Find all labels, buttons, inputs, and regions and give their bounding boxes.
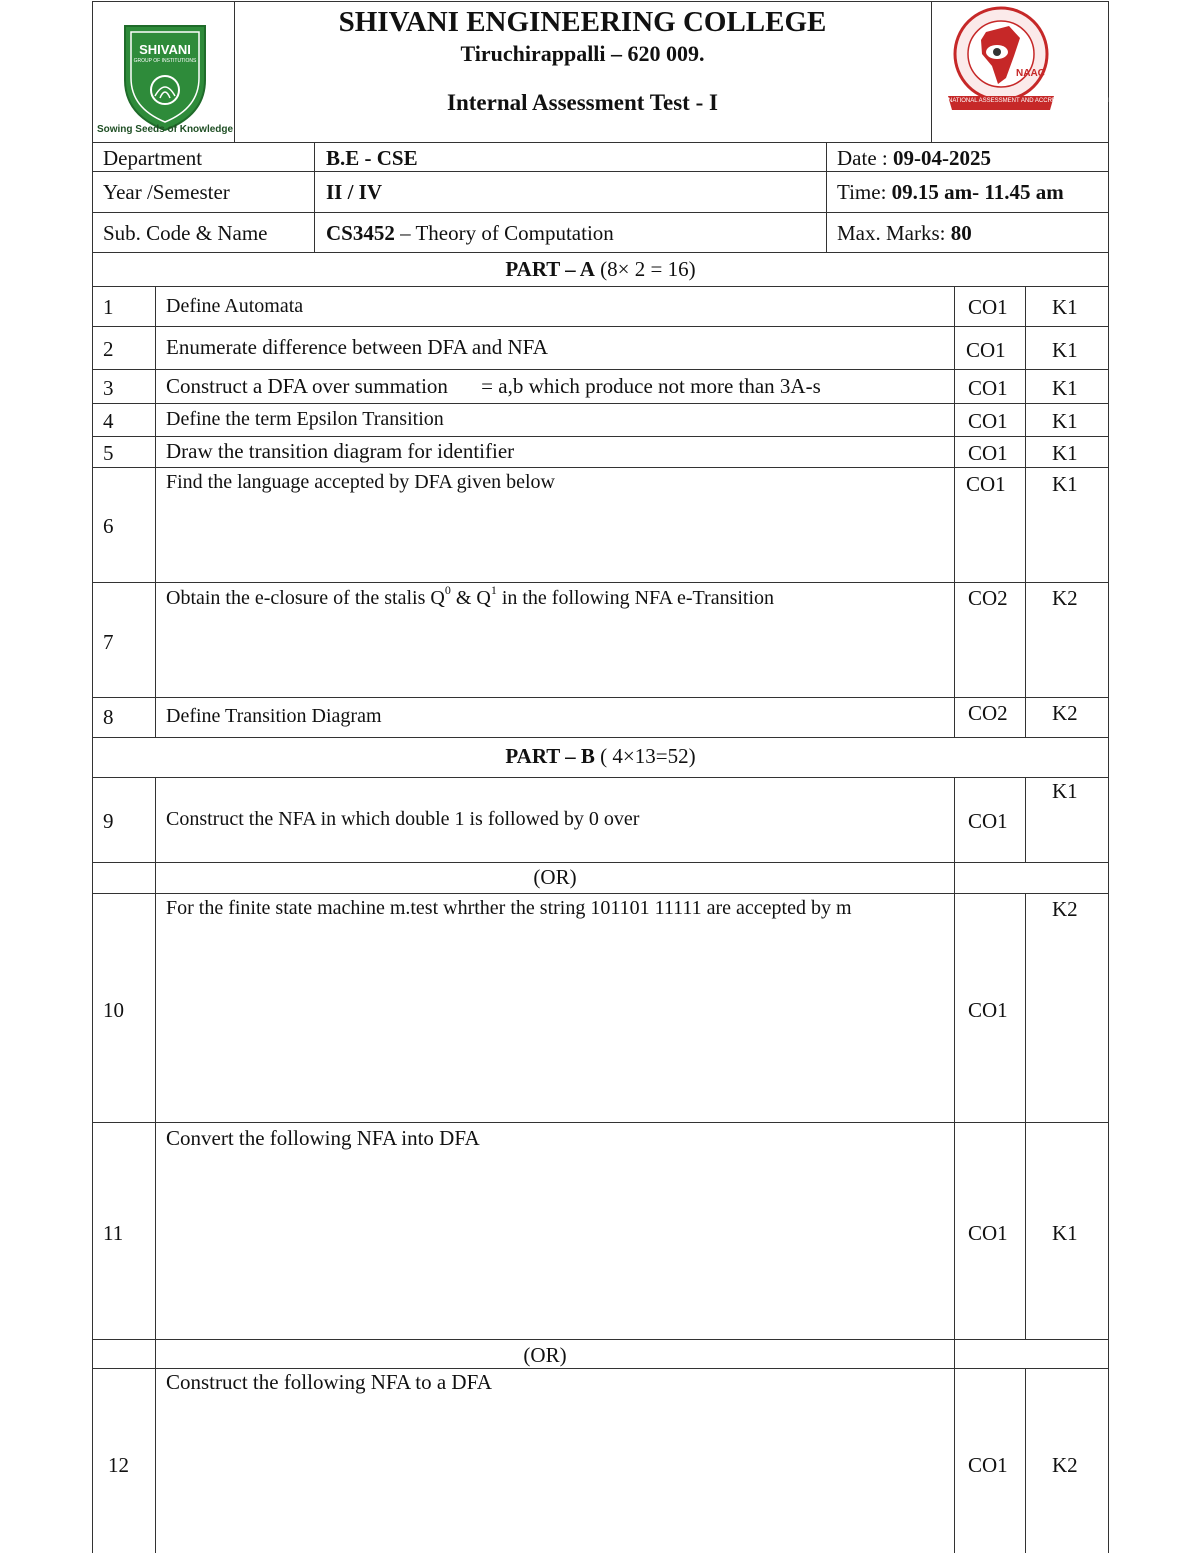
question-k: K2 [1052,897,1078,921]
question-text: Find the language accepted by DFA given below [166,471,555,493]
department-label: Department [103,146,203,170]
question-text-part-b: = a,b which produce not more than 3A-s [481,374,821,398]
part-a-heading [92,259,1109,280]
question-k: K1 [1052,779,1078,803]
question-number: 2 [103,337,114,361]
question-co: CO1 [968,809,1008,833]
question-number: 3 [103,376,114,400]
time-field [837,182,1064,203]
question-co: CO1 [968,376,1008,400]
question-k: K2 [1052,586,1078,610]
question-co: CO2 [968,586,1008,610]
question-k: K1 [1052,441,1078,465]
question-co: CO1 [966,472,1006,496]
question-k: K1 [1052,295,1078,319]
college-logo [96,20,234,140]
subject-name: – Theory of Computation [400,221,614,245]
part-a-title: PART – A [505,257,595,281]
question-text: Convert the following NFA into DFA [166,1126,480,1150]
subject-field [326,223,614,244]
marks-field [837,223,972,244]
question-k: K1 [1052,338,1078,362]
time-label: Time: [837,180,887,204]
superscript: 1 [490,583,497,597]
question-k: K1 [1052,1221,1078,1245]
question-k: K2 [1052,1453,1078,1477]
question-number: 4 [103,409,114,433]
question-k: K2 [1052,701,1078,725]
marks-label: Max. Marks: [837,221,946,245]
question-text: Draw the transition diagram for identifier [166,439,515,463]
part-b-marks: ( 4×13=52) [600,744,696,768]
question-k: K1 [1052,409,1078,433]
superscript: 0 [444,583,451,597]
question-text: Define Automata [166,295,304,317]
college-name: SHIVANI ENGINEERING COLLEGE [338,6,827,38]
question-text-part-b: & Q [455,587,491,609]
question-k: K1 [1052,376,1078,400]
question-text: Construct the NFA in which double 1 is followed by 0 over [166,808,640,830]
question-text: For the finite state machine m.test whrther the string 101101 11111 are accepted by m [166,897,852,919]
logo-subtitle: GROUP OF INSTITUTIONS [133,58,197,64]
logo-brand: SHIVANI [139,42,191,57]
question-text [166,376,821,397]
question-text [166,583,775,609]
question-number: 8 [103,705,114,729]
or-separator: (OR) [523,1343,567,1367]
question-k: K1 [1052,472,1078,496]
question-co: CO1 [968,295,1008,319]
question-number: 7 [103,630,114,654]
date-field [837,148,991,169]
year-label: Year /Semester [103,180,230,204]
question-text-part-a: Construct a DFA over summation [166,374,448,398]
question-number: 9 [103,809,114,833]
time-value: 09.15 am- 11.45 am [891,180,1064,204]
question-co: CO1 [968,1453,1008,1477]
question-text-part-c: in the following NFA e-Transition [501,587,775,609]
question-text: Construct the following NFA to a DFA [166,1370,492,1394]
question-number: 5 [103,441,114,465]
question-text: Define Transition Diagram [166,705,382,727]
question-number: 11 [103,1221,124,1245]
question-co: CO1 [968,409,1008,433]
logo-tagline: Sowing Seeds of Knowledge [96,124,234,135]
subject-label: Sub. Code & Name [103,221,268,245]
year-value: II / IV [326,180,383,204]
department-value: B.E - CSE [326,146,418,170]
naac-logo [934,4,1112,114]
question-number: 12 [108,1453,129,1477]
test-title: Internal Assessment Test - I [447,90,718,115]
or-separator: (OR) [533,865,577,889]
college-address: Tiruchirappalli – 620 009. [460,41,705,66]
question-co: CO1 [968,441,1008,465]
marks-value: 80 [950,221,972,245]
subject-code: CS3452 [326,221,395,245]
question-number: 1 [103,295,114,319]
part-a-marks: (8× 2 = 16) [600,257,696,281]
question-number: 6 [103,514,114,538]
question-text: Define the term Epsilon Transition [166,408,444,430]
question-co: CO2 [968,701,1008,725]
part-b-heading [92,746,1109,767]
date-value: 09-04-2025 [892,146,991,170]
question-co: CO1 [966,338,1006,362]
question-co: CO1 [968,1221,1008,1245]
part-b-title: PART – B [505,744,595,768]
naac-ring-text: NATIONAL ASSESSMENT AND ACCREDITATION COUNCIL [948,98,1112,104]
question-number: 10 [103,998,124,1022]
question-text-part-a: Obtain the e-closure of the stalis Q [166,587,445,609]
question-text: Enumerate difference between DFA and NFA [166,335,548,359]
date-label: Date : [837,146,888,170]
naac-label: NAAC [1016,68,1045,79]
question-co: CO1 [968,998,1008,1022]
